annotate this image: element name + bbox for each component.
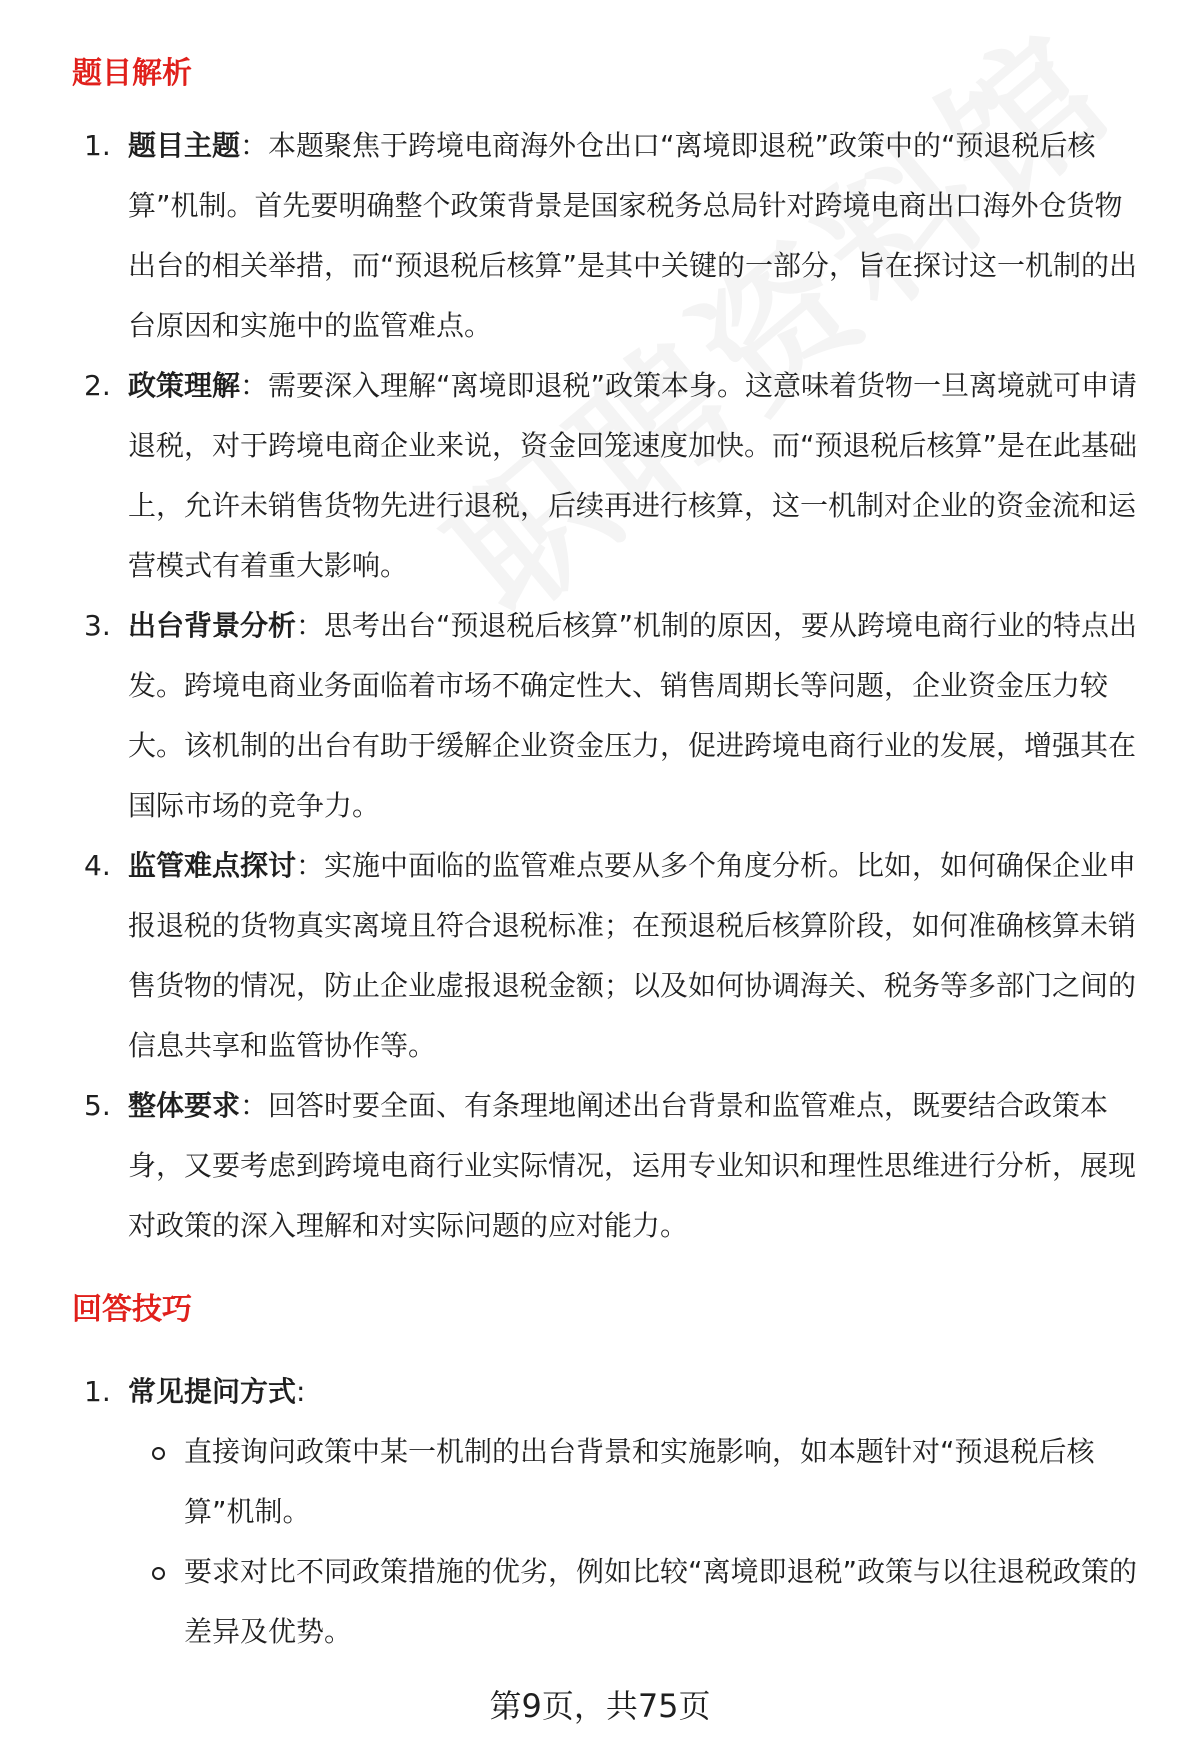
- page-number-footer: 第9页，共75页: [489, 1687, 711, 1725]
- section-title-analysis: 题目解析: [72, 56, 192, 91]
- item-separator: ：: [296, 609, 325, 642]
- item-separator: :: [296, 1375, 306, 1408]
- hollow-bullet-icon: [152, 1447, 165, 1460]
- analysis-list: [72, 116, 1144, 1256]
- item-text: 回答时要全面、有条理地阐述出台背景和监管难点，既要结合政策本身，又要考虑到跨境电商行业实际情况，运用专业知识和理性思维进行分析，展现对政策的深入理解和对实际问题的应对能力。: [128, 1089, 1137, 1242]
- list-item: [72, 116, 1144, 356]
- list-item: [72, 356, 1144, 596]
- list-item: [72, 1076, 1144, 1256]
- sub-list: [72, 1422, 1144, 1662]
- item-separator: ：: [240, 369, 269, 402]
- list-item: [72, 1362, 1144, 1662]
- item-separator: ：: [240, 1089, 269, 1122]
- sub-item-text: 直接询问政策中某一机制的出台背景和实施影响，如本题针对“预退税后核算”机制。: [184, 1435, 1095, 1528]
- item-text: 思考出台“预退税后核算”机制的原因，要从跨境电商行业的特点出发。跨境电商业务面临着市场不确定性大、销售周期长等问题，企业资金压力较大。该机制的出台有助于缓解企业资金压力，促进跨境电商行业的发展，增强其在国际市场的竞争力。: [128, 609, 1138, 822]
- hollow-bullet-icon: [152, 1567, 165, 1580]
- list-item: [72, 596, 1144, 836]
- item-separator: ：: [296, 849, 325, 882]
- sub-item-text: 要求对比不同政策措施的优劣，例如比较“离境即退税”政策与以往退税政策的差异及优势。: [184, 1555, 1138, 1648]
- item-text: 实施中面临的监管难点要从多个角度分析。比如，如何确保企业申报退税的货物真实离境且符合退税标准；在预退税后核算阶段，如何准确核算未销售货物的情况，防止企业虚报退税金额；以及如何协调海关、税务等多部门之间的信息共享和监管协作等。: [128, 849, 1137, 1062]
- item-number: 1.: [84, 129, 111, 162]
- item-text: 需要深入理解“离境即退税”政策本身。这意味着货物一旦离境就可申请退税，对于跨境电商企业来说，资金回笼速度加快。而“预退税后核算”是在此基础上，允许未销售货物先进行退税，后续再进行核算，这一机制对企业的资金流和运营模式有着重大影响。: [128, 369, 1138, 582]
- item-number: 5.: [84, 1089, 111, 1122]
- sub-list-item: [72, 1542, 1144, 1662]
- section-title-tips: 回答技巧: [72, 1292, 192, 1327]
- item-label: 出台背景分析: [128, 609, 297, 642]
- item-number: 2.: [84, 369, 111, 402]
- item-label: 监管难点探讨: [128, 849, 297, 882]
- item-label: 常见提问方式: [128, 1375, 297, 1408]
- item-text: 本题聚焦于跨境电商海外仓出口“离境即退税”政策中的“预退税后核算”机制。首先要明确整个政策背景是国家税务总局针对跨境电商出口海外仓货物出台的相关举措，而“预退税后核算”是其中关键的一部分，旨在探讨这一机制的出台原因和实施中的监管难点。: [128, 129, 1138, 342]
- item-number: 4.: [84, 849, 111, 882]
- list-item: [72, 836, 1144, 1076]
- item-label: 政策理解: [128, 369, 241, 402]
- item-number: 1.: [84, 1375, 111, 1408]
- item-separator: ：: [240, 129, 269, 162]
- sub-list-item: [72, 1422, 1144, 1542]
- tips-list: [72, 1362, 1144, 1662]
- item-label: 整体要求: [128, 1089, 241, 1122]
- item-number: 3.: [84, 609, 111, 642]
- item-label: 题目主题: [128, 129, 241, 162]
